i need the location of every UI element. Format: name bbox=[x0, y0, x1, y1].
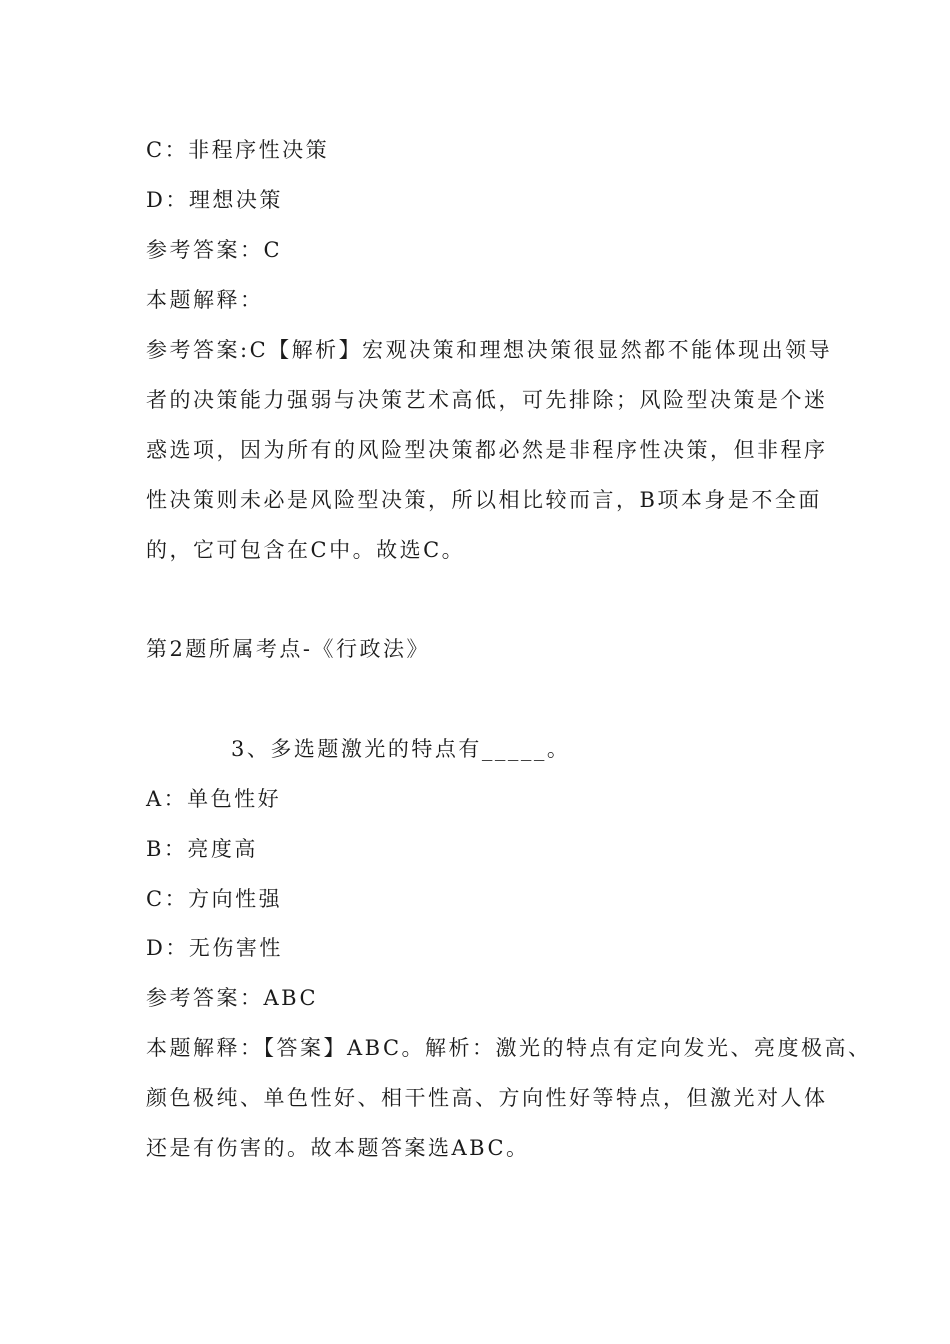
q2-option-c: C：非程序性决策 bbox=[146, 138, 330, 162]
q3-explain-line-1: 本题解释：【答案】ABC。解析：激光的特点有定向发光、亮度极高、 bbox=[146, 1036, 872, 1060]
q3-option-c: C：方向性强 bbox=[146, 887, 283, 911]
q2-explain-line-5: 的，它可包含在C中。故选C。 bbox=[146, 538, 466, 562]
q2-explain-line-3: 惑选项，因为所有的风险型决策都必然是非程序性决策，但非程序 bbox=[146, 438, 828, 462]
q2-explain-line-2: 者的决策能力强弱与决策艺术高低，可先排除；风险型决策是个迷 bbox=[146, 388, 828, 412]
q2-answer: 参考答案：C bbox=[146, 238, 283, 262]
q3-option-a: A：单色性好 bbox=[146, 787, 282, 811]
q3-question: 3、多选题激光的特点有_____。 bbox=[231, 737, 571, 761]
q3-option-b: B：亮度高 bbox=[146, 837, 258, 861]
q2-option-d: D：理想决策 bbox=[146, 188, 283, 212]
q2-explain-line-1: 参考答案:C【解析】宏观决策和理想决策很显然都不能体现出领导 bbox=[146, 338, 833, 362]
q3-answer: 参考答案：ABC bbox=[146, 986, 319, 1010]
q3-explain-line-3: 还是有伤害的。故本题答案选ABC。 bbox=[146, 1136, 530, 1160]
q2-explain-line-4: 性决策则未必是风险型决策，所以相比较而言，B项本身是不全面 bbox=[146, 488, 822, 512]
q2-explain-label: 本题解释： bbox=[146, 288, 264, 312]
q3-explain-line-2: 颜色极纯、单色性好、相干性高、方向性好等特点，但激光对人体 bbox=[146, 1086, 828, 1110]
q2-topic: 第2题所属考点-《行政法》 bbox=[146, 637, 430, 661]
q3-option-d: D：无伤害性 bbox=[146, 936, 283, 960]
